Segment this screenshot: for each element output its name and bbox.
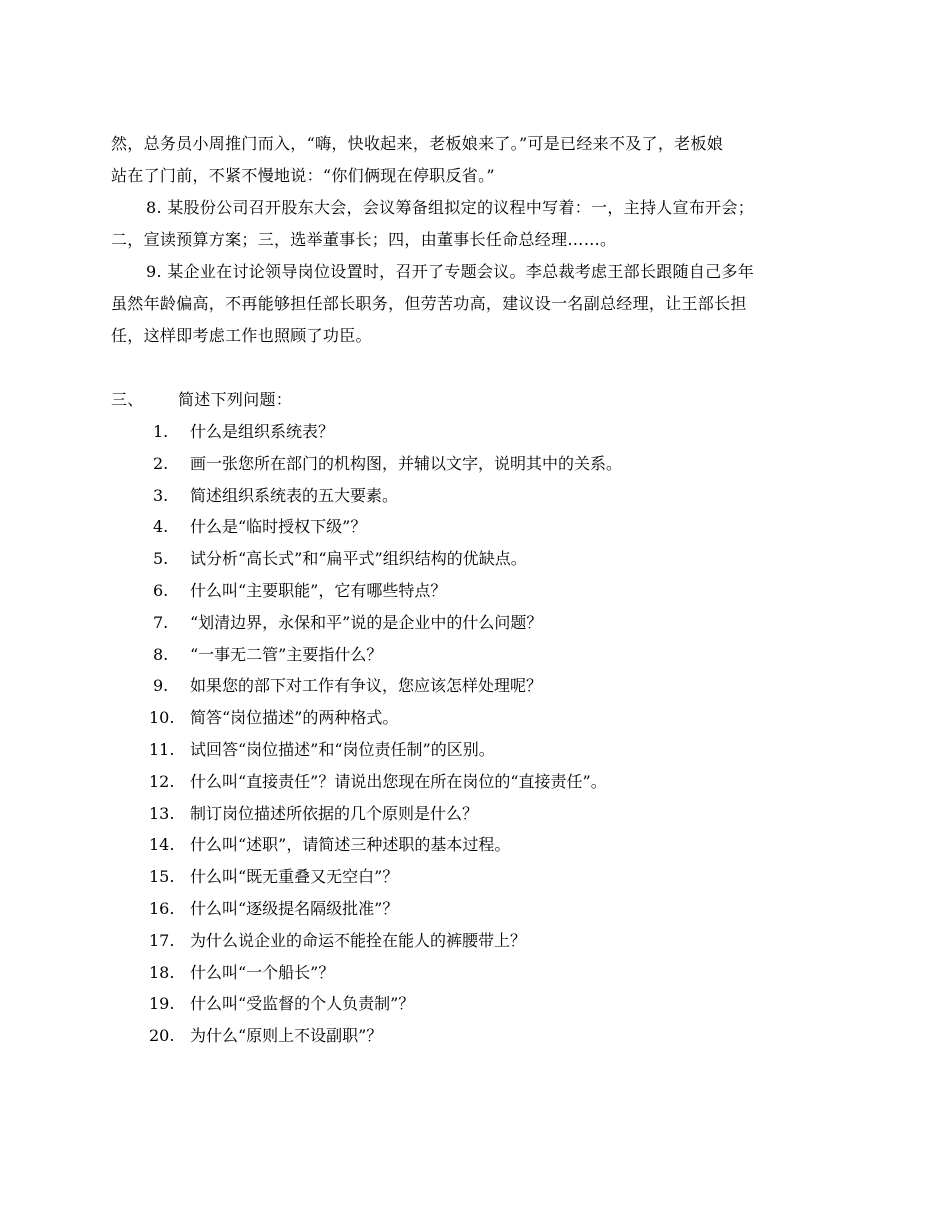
question-text: 试回答“岗位描述”和“岗位责任制”的区别。 bbox=[190, 740, 495, 759]
paragraph-line: 9. 某企业在讨论领导岗位设置时，召开了专题会议。李总裁考虑王部长跟随自己多年 bbox=[146, 262, 755, 281]
question-text: 简述组织系统表的五大要素。 bbox=[190, 486, 399, 505]
question-number: 2. bbox=[153, 454, 169, 473]
paragraph-line: 任，这样即考虑工作也照顾了功臣。 bbox=[111, 326, 372, 345]
question-number: 17. bbox=[149, 931, 175, 950]
question-text: 制订岗位描述所依据的几个原则是什么？ bbox=[190, 804, 479, 823]
question-number: 12. bbox=[149, 772, 175, 791]
paragraph-line: 站在了门前，不紧不慢地说：“你们俩现在停职反省。” bbox=[111, 166, 495, 185]
question-text: 为什么“原则上不设副职”？ bbox=[190, 1026, 383, 1045]
question-number: 10. bbox=[149, 708, 175, 727]
question-text: 试分析“高长式”和“扁平式”组织结构的优缺点。 bbox=[190, 549, 527, 568]
paragraph-line: 8. 某股份公司召开股东大会，会议筹备组拟定的议程中写着：一，主持人宣布开会； bbox=[146, 198, 755, 217]
question-text: 如果您的部下对工作有争议，您应该怎样处理呢？ bbox=[190, 676, 543, 695]
question-text: “划清边界，永保和平”说的是企业中的什么问题？ bbox=[190, 613, 543, 632]
question-number: 5. bbox=[153, 549, 169, 568]
question-text: 什么叫“逐级提名隔级批准”？ bbox=[190, 899, 399, 918]
question-text: 什么叫“述职”，请简述三种述职的基本过程。 bbox=[190, 835, 511, 854]
question-number: 20. bbox=[149, 1026, 175, 1045]
paragraph-line: 虽然年龄偏高，不再能够担任部长职务，但劳苦功高，建议设一名副总经理，让王部长担 bbox=[111, 294, 747, 313]
paragraph-line: 然，总务员小周推门而入，“嗨，快收起来，老板娘来了。”可是已经来不及了，老板娘 bbox=[111, 134, 724, 153]
section-number: 三、 bbox=[111, 390, 144, 409]
section-title: 简述下列问题： bbox=[178, 390, 293, 409]
question-text: 什么叫“一个船长”？ bbox=[190, 963, 335, 982]
question-number: 15. bbox=[149, 867, 175, 886]
question-number: 18. bbox=[149, 963, 175, 982]
question-text: “一事无二管”主要指什么？ bbox=[190, 645, 383, 664]
question-number: 6. bbox=[153, 581, 169, 600]
paragraph-line: 二，宣读预算方案；三，选举董事长；四，由董事长任命总经理……。 bbox=[111, 230, 617, 249]
question-text: 什么叫“直接责任”？请说出您现在所在岗位的“直接责任”。 bbox=[190, 772, 607, 791]
question-number: 1. bbox=[153, 422, 169, 441]
question-number: 4. bbox=[153, 517, 169, 536]
question-text: 画一张您所在部门的机构图，并辅以文字，说明其中的关系。 bbox=[190, 454, 623, 473]
question-text: 简答“岗位描述”的两种格式。 bbox=[190, 708, 399, 727]
question-number: 19. bbox=[149, 994, 175, 1013]
question-number: 8. bbox=[153, 645, 169, 664]
question-text: 为什么说企业的命运不能拴在能人的裤腰带上？ bbox=[190, 931, 527, 950]
question-number: 7. bbox=[153, 613, 169, 632]
question-number: 16. bbox=[149, 899, 175, 918]
question-text: 什么是“临时授权下级”？ bbox=[190, 517, 367, 536]
question-text: 什么是组织系统表？ bbox=[190, 422, 335, 441]
question-number: 13. bbox=[149, 804, 175, 823]
question-number: 14. bbox=[149, 835, 175, 854]
question-text: 什么叫“既无重叠又无空白”？ bbox=[190, 867, 399, 886]
question-number: 3. bbox=[153, 486, 169, 505]
question-number: 11. bbox=[149, 740, 175, 759]
question-number: 9. bbox=[153, 676, 169, 695]
question-text: 什么叫“受监督的个人负责制”？ bbox=[190, 994, 415, 1013]
question-text: 什么叫“主要职能”，它有哪些特点？ bbox=[190, 581, 447, 600]
